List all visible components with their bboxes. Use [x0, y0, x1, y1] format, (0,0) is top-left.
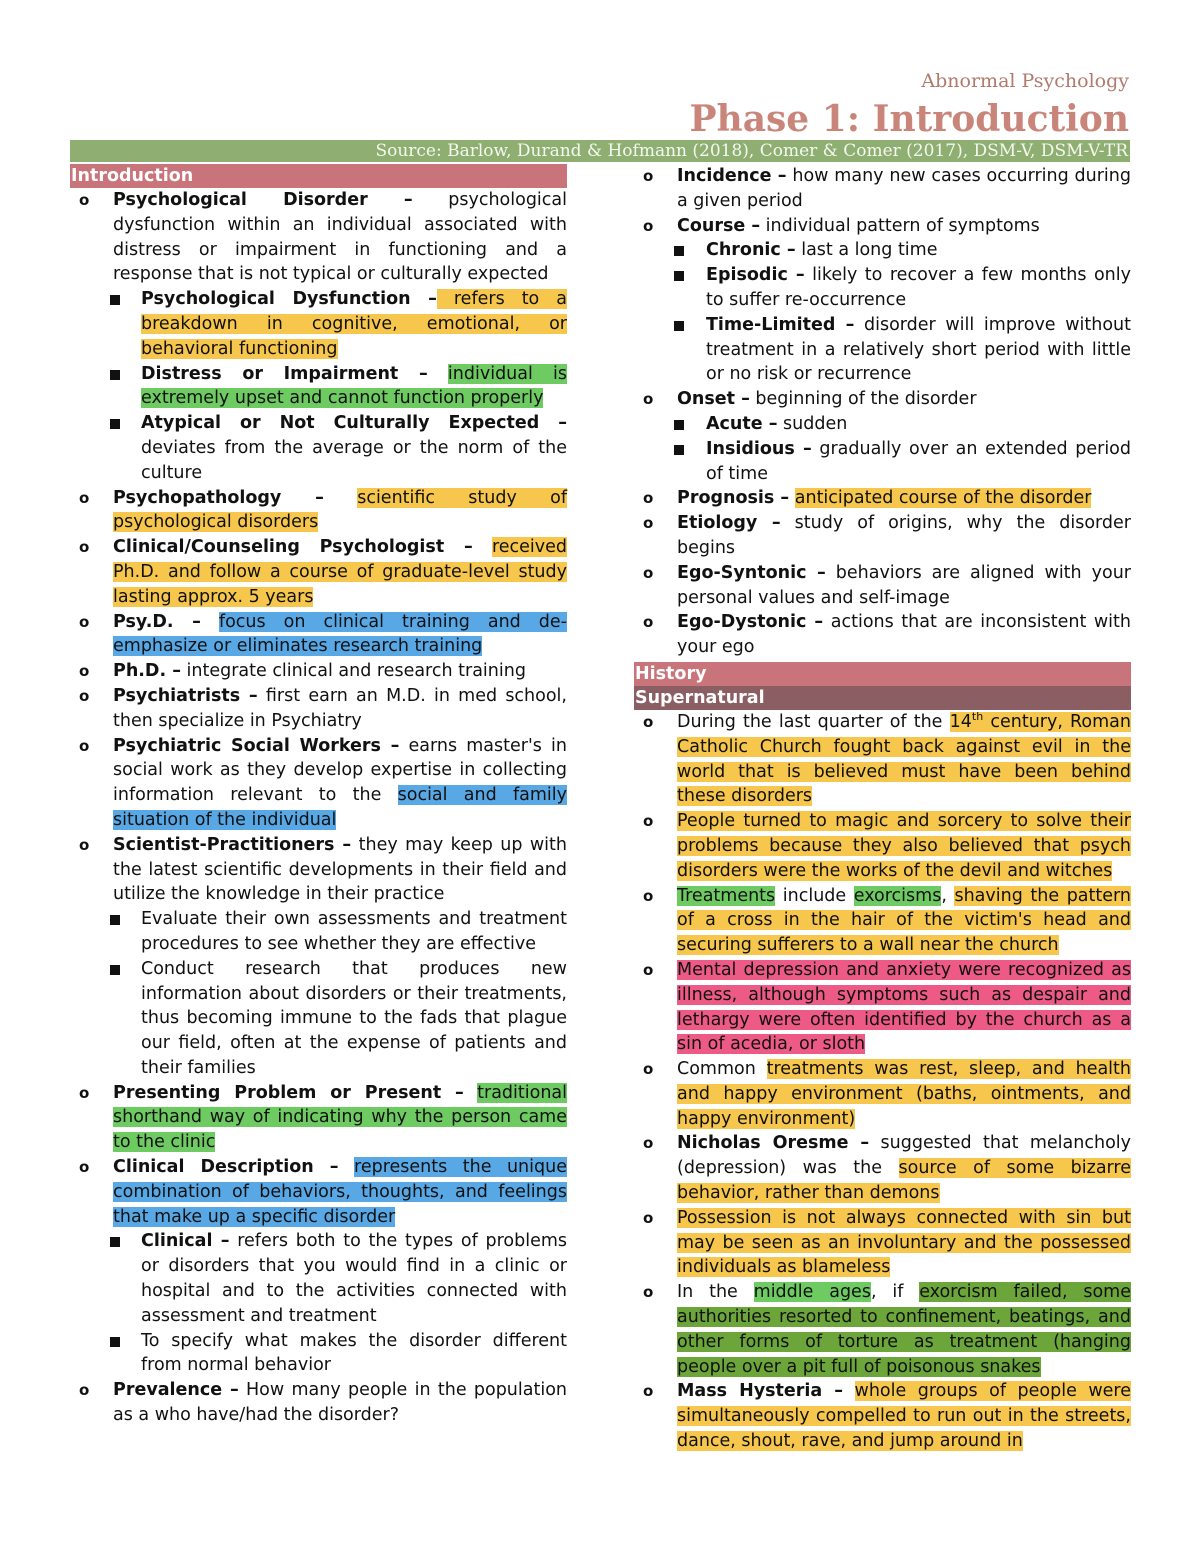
list-item: o In the middle ages, if exorcism failed, some authorities resorted to confinement, beatings, and other forms of torture as treatment (hanging people over a pit full of poisonous snakes: [643, 1282, 1131, 1377]
list-item: o Clinical Description – represents the unique combination of behaviors, thoughts, and feelings that make up a specific disorder: [79, 1157, 567, 1227]
sub-list-item: Episodic – likely to recover a few months only to suffer re-occurrence: [634, 263, 1131, 313]
subsection-heading-supernatural: Supernatural: [634, 686, 1131, 710]
list-item: o Ph.D. – integrate clinical and research training: [79, 661, 526, 682]
list-item: o Clinical/Counseling Psychologist – received Ph.D. and follow a course of graduate-level study lasting approx. 5 years: [79, 537, 567, 607]
sub-list-item: To specify what makes the disorder different from normal behavior: [70, 1329, 567, 1379]
list-item: o Course – individual pattern of symptoms: [643, 215, 1040, 236]
subject-label: Abnormal Psychology: [921, 70, 1129, 92]
list-item: o Ego-Syntonic – behaviors are aligned with your personal values and self-image: [643, 562, 1131, 608]
list-item: o During the last quarter of the 14th century, Roman Catholic Church fought back against evil in the world that is believed must have been behind these disorders: [643, 710, 1131, 807]
sub-list-item: Time-Limited – disorder will improve without treatment in a relatively short period with little or no risk or recurrence: [634, 313, 1131, 387]
sub-list-item: Atypical or Not Culturally Expected – deviates from the average or the norm of the culture: [70, 411, 567, 485]
sub-list-item: Insidious – gradually over an extended period of time: [634, 437, 1131, 487]
list-item: o Scientist-Practitioners – they may keep up with the latest scientific developments in their field and utilize the knowledge in their practice: [79, 834, 567, 905]
list-item: o Onset – beginning of the disorder: [643, 389, 977, 410]
list-item: o Presenting Problem or Present – traditional shorthand way of indicating why the person came to the clinic: [79, 1082, 567, 1153]
section-heading-history: History: [634, 662, 1131, 686]
list-item: o People turned to magic and sorcery to solve their problems because they also believed that psych disorders were the works of the devil and witches: [643, 811, 1131, 881]
list-item: o Treatments include exorcisms, shaving the pattern of a cross in the hair of the victim's head and securing sufferers to a wall near the church: [643, 885, 1132, 956]
list-item: o Psy.D. – focus on clinical training and de-emphasize or eliminates research training: [79, 611, 567, 657]
list-item: o Prognosis – anticipated course of the disorder: [643, 488, 1092, 509]
right-column: [634, 164, 1131, 1454]
list-item: o Etiology – study of origins, why the disorder begins: [643, 513, 1131, 558]
source-bar: Source: Barlow, Durand & Hofmann (2018), Comer & Comer (2017), DSM-V, DSM-V-TR: [70, 140, 1130, 162]
sub-list-item: Evaluate their own assessments and treatment procedures to see whether they are effective: [70, 907, 567, 957]
list-item: o Psychological Disorder – psychological dysfunction within an individual associated with distress or impairment in functioning and a response that is not typical or culturally expected: [79, 190, 568, 285]
list-item: o Psychiatrists – first earn an M.D. in med school, then specialize in Psychiatry: [79, 685, 567, 731]
sub-list-item: Chronic – last a long time: [634, 238, 1131, 263]
list-item: o Possession is not always connected with sin but may be seen as an involuntary and the possessed individuals as blameless: [643, 1207, 1131, 1278]
sub-list-item: Psychological Dysfunction – refers to a breakdown in cognitive, emotional, or behavioral functioning: [70, 287, 567, 361]
list-item: o Psychopathology – scientific study of psychological disorders: [79, 487, 567, 533]
sub-list-item: Conduct research that produces new information about disorders or their treatments, thus becoming immune to the fads that plague our field, often at the expense of patients and their families: [70, 957, 567, 1081]
sub-list-item: Acute – sudden: [634, 412, 1131, 437]
list-item: o Nicholas Oresme – suggested that melancholy (depression) was the source of some bizarre behavior, rather than demons: [643, 1133, 1132, 1204]
list-item: o Mass Hysteria – whole groups of people were simultaneously compelled to run out in the streets, dance, shout, rave, and jump around in: [643, 1381, 1131, 1452]
section-heading-introduction: Introduction: [70, 164, 567, 188]
list-item: o Mental depression and anxiety were recognized as illness, although symptoms such as despair and lethargy were often identified by the church as a sin of acedia, or sloth: [643, 959, 1131, 1055]
list-item: o Incidence – how many new cases occurring during a given period: [643, 166, 1131, 211]
list-item: o Psychiatric Social Workers – earns master's in social work as they develop expertise in collecting information relevant to the social and family situation of the individual: [79, 735, 567, 830]
page-title: Phase 1: Introduction: [689, 98, 1129, 140]
list-item: o Common treatments was rest, sleep, and health and happy environment (baths, ointments, and happy environment): [643, 1059, 1132, 1129]
sub-list-item: Distress or Impairment – individual is extremely upset and cannot function properly: [70, 362, 567, 412]
sub-list-item: Clinical – refers both to the types of problems or disorders that you would find in a clinic or hospital and to the activities connected with assessment and treatment: [70, 1229, 567, 1328]
list-item: o Prevalence – How many people in the population as a who have/had the disorder?: [79, 1380, 568, 1426]
list-item: o Ego-Dystonic – actions that are inconsistent with your ego: [643, 612, 1131, 658]
left-column: [70, 164, 567, 1428]
